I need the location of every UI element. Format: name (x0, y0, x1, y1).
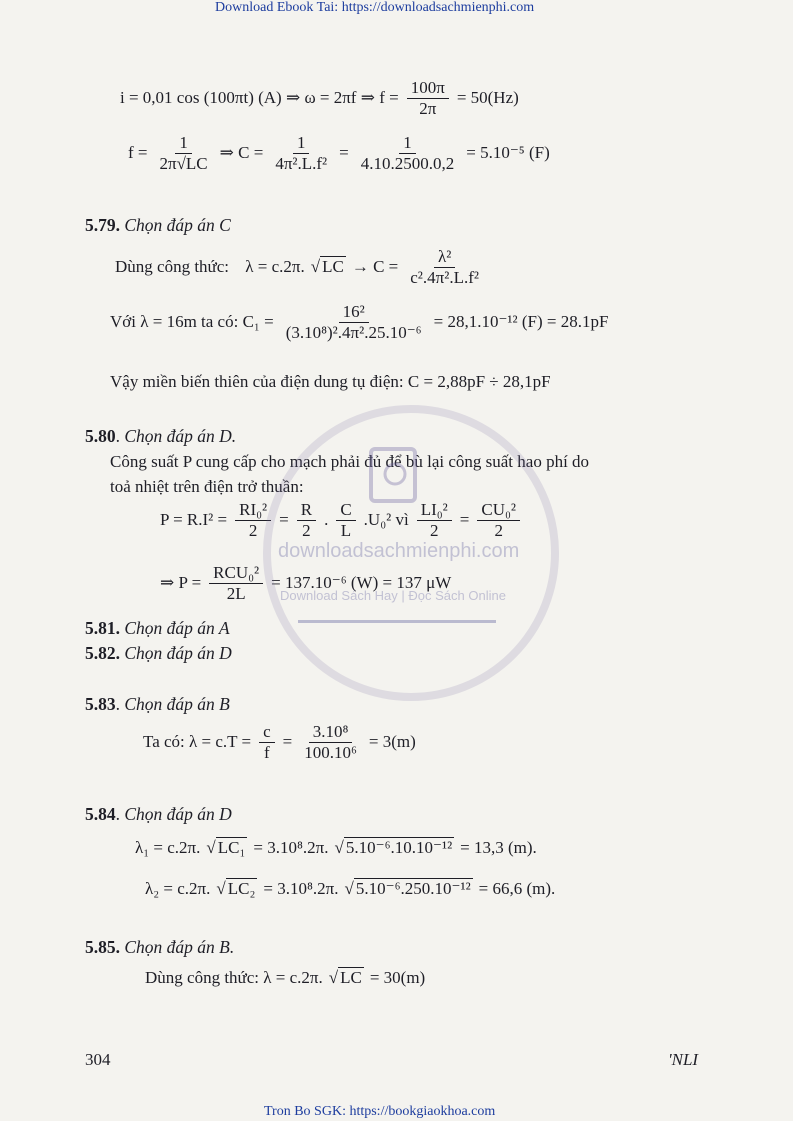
eq-text: = 50(Hz) (456, 88, 519, 108)
heading-5-85: 5.85. Chọn đáp án B. (85, 937, 235, 957)
eq-text: ⇒ C = (219, 143, 264, 163)
footer-link[interactable]: Tron Bo SGK: https://bookgiaokhoa.com (264, 1104, 496, 1119)
equation-5-84-b: λ₂ = c.2π. √ LC₂ = 3.10⁸.2π. √ 5.10⁻⁶.250.10⁻¹² = 66,6 (m). (145, 879, 556, 898)
running-head: 'NLI (668, 1050, 699, 1069)
watermark-site: downloadsachmienphi.com (278, 540, 520, 562)
equation-5-79-b: Với λ = 16m ta có: C₁ = $\frac{\text{16²}}{\text{(3.10⁸)².4π².25.10⁻⁶}}$ = 28,1.10⁻¹² (F) = 28.1pF (110, 302, 609, 342)
heading-5-83: 5.83. Chọn đáp án B (85, 694, 230, 714)
watermark-bar (298, 620, 496, 623)
book-icon (367, 445, 423, 505)
equation-5-79-a: Dùng công thức: λ = c.2π. √ LC → C = $\frac{\text{λ²}}{\text{c².4π².L.f²}}$ (115, 247, 479, 287)
paragraph-5-80-line1: Công suất P cung cấp cho mạch phải đủ để bù lại công suất hao phí do (110, 452, 590, 471)
heading-5-84: 5.84. Chọn đáp án D (85, 804, 232, 824)
fraction: $\frac{1}{\text{4π².L.f²}}$ (275, 133, 328, 173)
heading-5-82: 5.82. Chọn đáp án D (85, 643, 232, 663)
eq-text: i = 0,01 cos (100πt) (A) ⇒ ω = 2πf ⇒ f = (120, 88, 399, 108)
equation-5-80-b: ⇒ P = RCU₀² 2L = 137.10⁻⁶ (W) = 137 μW (160, 563, 452, 603)
equation-frequency (120, 78, 519, 118)
paragraph-5-80-line2: toả nhiệt trên điện trở thuần: (110, 477, 304, 496)
page-number: 304 (85, 1050, 111, 1069)
heading-5-80: 5.80. Chọn đáp án D. (85, 426, 237, 446)
eq-text: f = (128, 143, 148, 163)
equation-5-84-a: λ₁ = c.2π. √ LC₁ = 3.10⁸.2π. √ 5.10⁻⁶.10.10⁻¹² = 13,3 (m). (135, 838, 537, 857)
heading-5-79: 5.79. Chọn đáp án C (85, 215, 231, 235)
equation-capacitance (128, 133, 550, 173)
equation-5-80-a: P = R.I² = $\frac{\text{RI₀²}}{2}$ = $\frac{R}{2}$ . C L .U₀² vì $\frac{\text{LI₀²}}{2}$ = $\frac{\text{CU₀²}}{2}$ (160, 500, 522, 540)
equation-5-85: Dùng công thức: λ = c.2π. √ LC = 30(m) (145, 968, 426, 987)
fraction: $\frac{100\pi}{2\pi}$ (407, 78, 449, 118)
eq-text: = 5.10⁻⁵ (F) (466, 143, 550, 163)
watermark-tagline: Download Sách Hay | Đọc Sách Online (280, 588, 506, 603)
equation-5-83: Ta có: λ = c.T = $\frac{c}{f}$ = $\frac{\text{3.10⁸}}{\text{100.10⁶}}$ = 3(m) (143, 722, 416, 762)
heading-5-81: 5.81. Chọn đáp án A (85, 618, 230, 638)
eq-text: = (339, 143, 349, 163)
fraction: $\frac{1}{2\pi√LC}$ (159, 133, 208, 173)
text-5-79-range: Vậy miền biến thiên của điện dung tụ điện: C = 2,88pF ÷ 28,1pF (110, 372, 551, 391)
header-link[interactable]: Download Ebook Tai: https://downloadsachmienphi.com (215, 0, 535, 15)
fraction: $\frac{1}{4.10.2500.0,2}$ (360, 133, 455, 173)
